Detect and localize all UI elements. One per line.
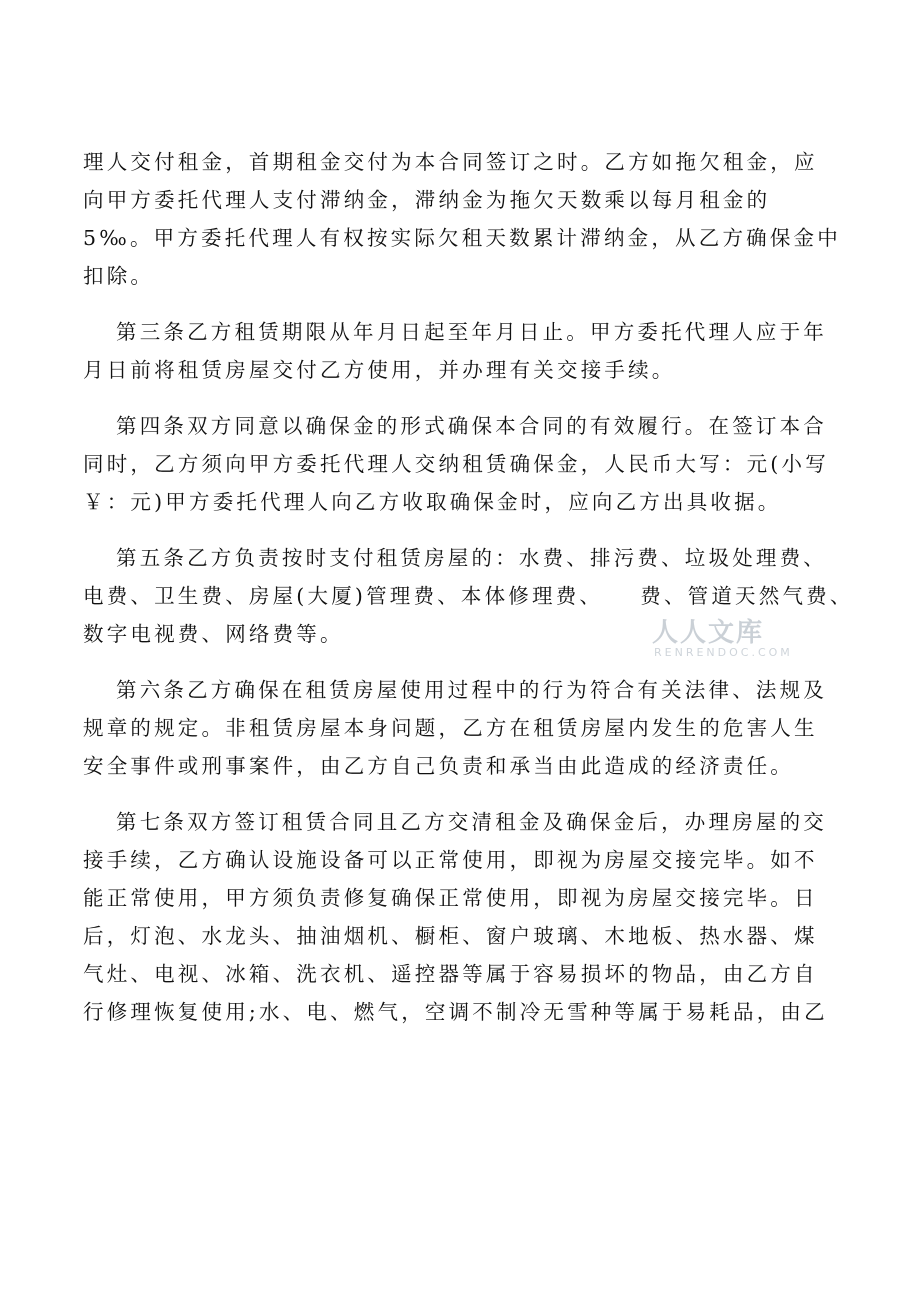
article-7-line-3: 能正常使用，甲方须负责修复确保正常使用，即视为房屋交接完毕。日 [83,886,818,910]
article-7-line-5: 气灶、电视、冰箱、洗衣机、遥控器等属于容易损坏的物品，由乙方自 [83,962,818,986]
watermark [630,612,800,672]
text-line-4: 扣除。 [83,264,155,288]
text-line-1: 理人交付租金，首期租金交付为本合同签订之时。乙方如拖欠租金，应 [83,150,818,174]
article-7-line-2: 接手续，乙方确认设施设备可以正常使用，即视为房屋交接完毕。如不 [83,848,818,872]
article-5-line-1: 第五条乙方负责按时支付租赁房屋的：水费、排污费、垃圾处理费、 [116,546,827,570]
watermark-title: 人人文库 [652,618,765,648]
article-3-line-1: 第三条乙方租赁期限从年月日起至年月日止。甲方委托代理人应于年 [116,320,827,344]
article-3-line-2: 月日前将租赁房屋交付乙方使用，并办理有关交接手续。 [83,358,676,382]
text-line-3: 5‰。甲方委托代理人有权按实际欠租天数累计滞纳金，从乙方确保金中 [83,226,841,250]
article-4-line-3: ￥：元)甲方委托代理人向乙方收取确保金时，应向乙方出具收据。 [83,490,782,514]
watermark-subtitle: RENRENDOC.COM [654,646,793,659]
article-6-line-1: 第六条乙方确保在租赁房屋使用过程中的行为符合有关法律、法规及 [116,678,827,702]
article-5-line-2: 电费、卫生费、房屋(大厦)管理费、本体修理费、 费、管道天然气费、 [83,584,854,608]
article-4-line-1: 第四条双方同意以确保金的形式确保本合同的有效履行。在签订本合 [116,414,827,438]
article-7-line-6: 行修理恢复使用;水、电、燃气，空调不制冷无雪种等属于易耗品，由乙 [83,1000,828,1024]
article-7-line-4: 后，灯泡、水龙头、抽油烟机、橱柜、窗户玻璃、木地板、热水器、煤 [83,924,818,948]
article-7-line-1: 第七条双方签订租赁合同且乙方交清租金及确保金后，办理房屋的交 [116,810,827,834]
text-line-2: 向甲方委托代理人支付滞纳金，滞纳金为拖欠天数乘以每月租金的 [83,188,771,212]
article-4-line-2: 同时，乙方须向甲方委托代理人交纳租赁确保金，人民币大写：元(小写 [83,452,829,476]
article-6-line-2: 规章的规定。非租赁房屋本身问题，乙方在租赁房屋内发生的危害人生 [83,716,818,740]
article-5-line-3: 数字电视费、网络费等。 [83,622,344,646]
article-6-line-3: 安全事件或刑事案件，由乙方自己负责和承当由此造成的经济责任。 [83,754,794,778]
